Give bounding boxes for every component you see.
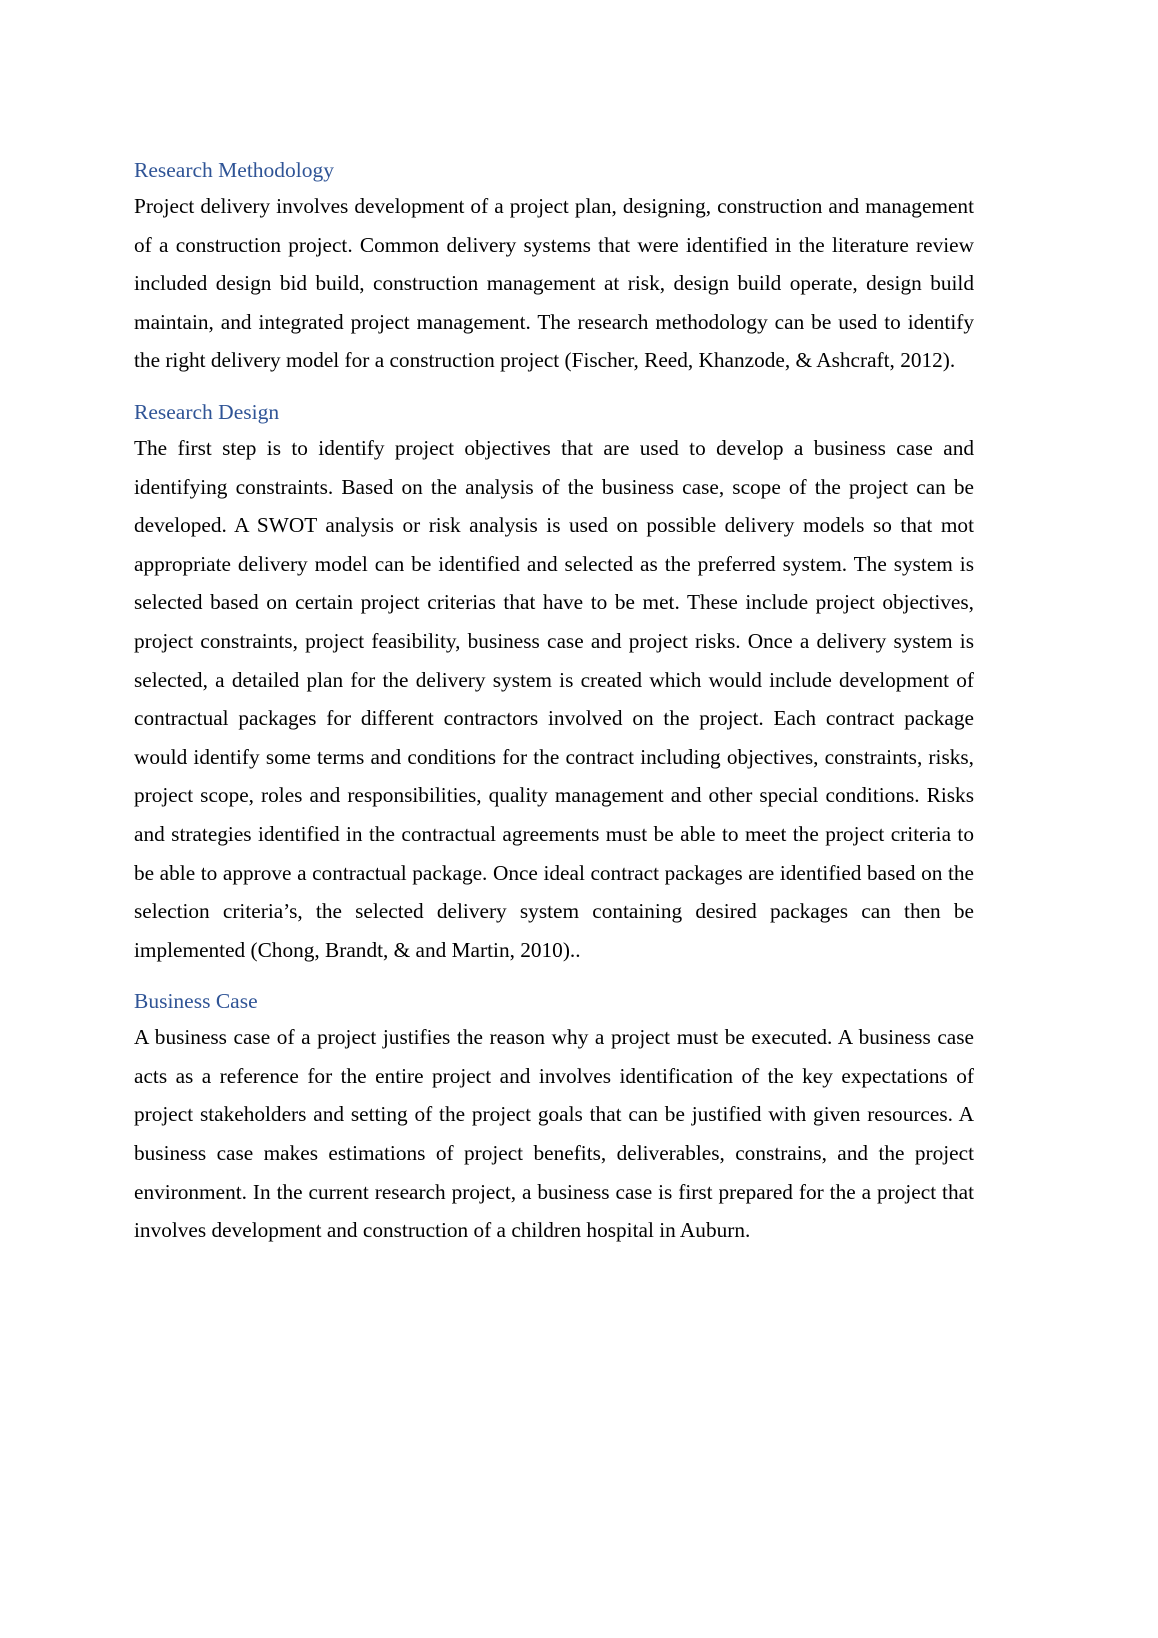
heading-research-design: Research Design [134,399,280,424]
heading-business-case: Business Case [134,989,258,1014]
heading-research-methodology: Research Methodology [134,158,335,182]
document-page [134,153,974,1265]
paragraph-research-design: The first step is to identify project objectives that are used to develop a business case and identifying constraints. Based on the analysis of the business case, scope of the project can be developed. A SWOT analysis or risk analysis is used on possible delivery models so that mot appropriate delivery model can be identified and selected as the preferred system. The system is selected based on certain project criterias that have to be met. These include project objectives, project constraints, project feasibility, business case and project risks. Once a delivery system is selected, a detailed plan for the delivery system is created which would include development of contractual packages for different contractors involved on the project. Each contract package would identify some terms and conditions for the contract including objectives, constraints, risks, project scope, roles and responsibilities, quality management and other special conditions. Risks and strategies identified in the contractual agreements must be able to meet the project criteria to be able to approve a contractual package. Once ideal contract packages are identified based on the selection criteria’s, the selected delivery system containing desired packages can then be implemented (Chong, Brandt, & and Martin, 2010).. [134,435,974,962]
paragraph-business-case: A business case of a project justifies the reason why a project must be executed. A business case acts as a reference for the entire project and involves identification of the key expectations of project stakeholders and setting of the project goals that can be justified with given resources. A business case makes estimations of project benefits, deliverables, constrains, and the project environment. In the current research project, a business case is first prepared for the a project that involves development and construction of a children hospital in Auburn. [134,1025,974,1243]
paragraph-research-methodology: Project delivery involves development of a project plan, designing, construction and management of a construction project. Common delivery systems that were identified in the literature review included design bid build, construction management at risk, design build operate, design build maintain, and integrated project management. The research methodology can be used to identify the right delivery model for a construction project (Fischer, Reed, Khanzode, & Ashcraft, 2012). [134,194,974,373]
